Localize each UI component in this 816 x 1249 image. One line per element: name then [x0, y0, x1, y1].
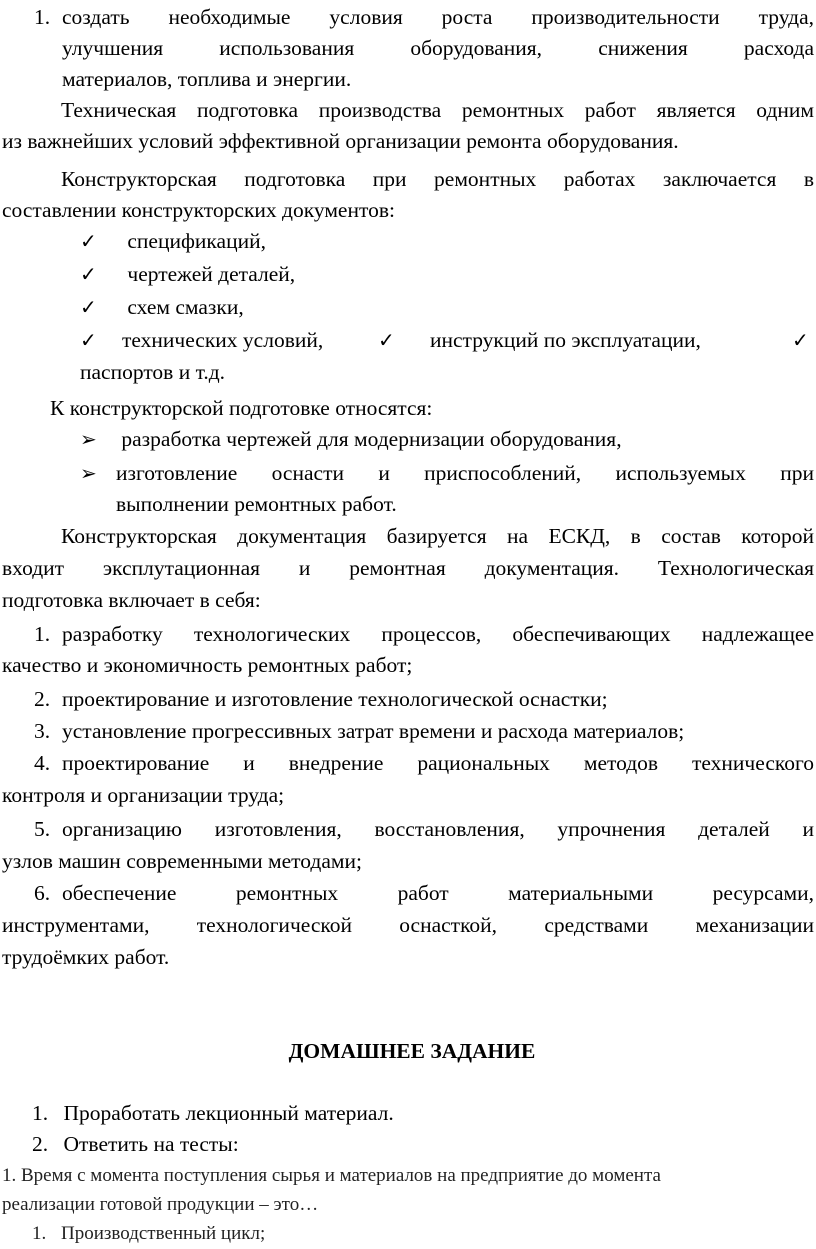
- list-line: обеспечение ремонтных работ материальными ресурсами,: [62, 881, 814, 905]
- list-line: выполнении ремонтных работ.: [116, 492, 397, 516]
- list-item: ✓ спецификаций,: [80, 226, 812, 257]
- list-line: установление прогрессивных затрат времени и расхода материалов;: [62, 719, 685, 743]
- list-number: 5.: [34, 817, 51, 841]
- list-item: 2. Ответить на тесты:: [32, 1129, 812, 1160]
- paragraph-design-includes: К конструкторской подготовке относятся:: [50, 396, 433, 420]
- checkmark-icon: ✓: [80, 328, 97, 352]
- list-item: ✓ схем смазки,: [80, 292, 812, 323]
- list-number: 1.: [32, 1101, 49, 1125]
- homework-heading: ДОМАШНЕЕ ЗАДАНИЕ: [288, 1039, 536, 1063]
- list-line: материалов, топлива и энергии.: [62, 67, 352, 91]
- paragraph-line: Техническая подготовка производства ремонтных работ является одним: [61, 98, 814, 122]
- list-item: ✓ технических условий, ✓ инструкций по эксплуатации, ✓: [80, 325, 812, 356]
- list-line: изготовление оснасти и приспособлений, используемых при: [116, 461, 814, 485]
- list-line: трудоёмких работ.: [2, 945, 170, 969]
- list-item: ➢ разработка чертежей для модернизации оборудования,: [80, 424, 812, 455]
- answer-option: 1. Производственный цикл;: [32, 1220, 812, 1248]
- paragraph-line: входит эксплутационная и ремонтная документация. Технологическая: [2, 556, 814, 580]
- list-line: проектирование и внедрение рациональных методов технического: [62, 751, 814, 775]
- list-line: инструментами, технологической оснасткой, средствами механизации: [2, 913, 814, 937]
- list-number: 4.: [34, 751, 51, 775]
- list-number: 1.: [34, 5, 51, 29]
- paragraph-line: составлении конструкторских документов:: [2, 198, 395, 222]
- checkmark-icon: ✓: [80, 229, 97, 253]
- list-line: проектирование и изготовление технологической оснастки;: [62, 687, 608, 711]
- list-line: улучшения использования оборудования, снижения расхода: [62, 36, 814, 60]
- checkmark-icon: ✓: [80, 295, 97, 319]
- list-number: 3.: [34, 719, 51, 743]
- list-line: узлов машин современными методами;: [2, 849, 362, 873]
- arrow-bullet-icon: ➢: [80, 427, 97, 451]
- list-item: 1. Проработать лекционный материал.: [32, 1098, 812, 1129]
- list-number: 1.: [32, 1223, 47, 1244]
- paragraph-line: из важнейших условий эффективной организации ремонта оборудования.: [2, 129, 679, 153]
- paragraph-line: Конструкторская документация базируется на ЕСКД, в состав которой: [61, 524, 814, 548]
- arrow-bullet-icon: ➢: [80, 461, 97, 485]
- checkmark-icon: ✓: [378, 328, 395, 352]
- checkmark-icon: ✓: [792, 328, 809, 352]
- list-number: 6.: [34, 881, 51, 905]
- paragraph-line: подготовка включает в себя:: [2, 588, 261, 612]
- list-line: создать необходимые условия роста производительности труда,: [62, 5, 814, 29]
- list-item-continuation: паспортов и т.д.: [80, 360, 226, 384]
- paragraph-line: Конструкторская подготовка при ремонтных работах заключается в: [61, 167, 814, 191]
- question-line: реализации готовой продукции – это…: [2, 1194, 319, 1215]
- list-number: 1.: [34, 622, 51, 646]
- question-line: 1. Время с момента поступления сырья и материалов на предприятие до момента: [2, 1165, 661, 1186]
- list-line: организацию изготовления, восстановления, упрочнения деталей и: [62, 817, 814, 841]
- checkmark-icon: ✓: [80, 262, 97, 286]
- list-item: ✓ чертежей деталей,: [80, 259, 812, 290]
- list-line: контроля и организации труда;: [2, 783, 285, 807]
- list-number: 2.: [34, 687, 51, 711]
- list-number: 2.: [32, 1132, 49, 1156]
- list-line: качество и экономичность ремонтных работ;: [2, 653, 413, 677]
- list-line: разработку технологических процессов, обеспечивающих надлежащее: [62, 622, 814, 646]
